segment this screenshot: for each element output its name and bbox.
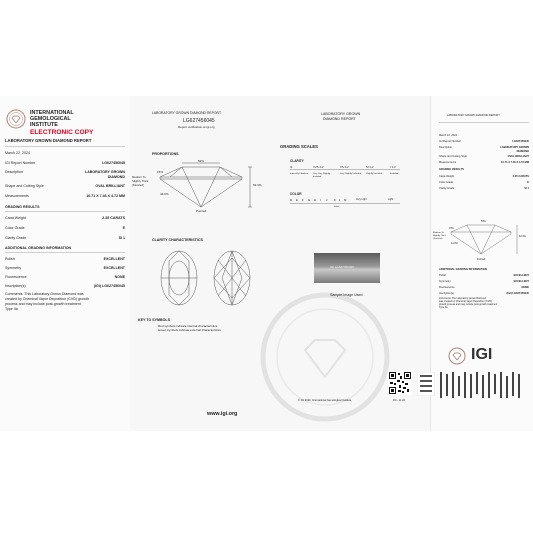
panel4-date: March 22, 2024 [439,134,458,137]
p4-comments-line3: growth process and may include post-growth treatment [439,303,498,306]
panel3-title-line2: DIAMOND REPORT [323,117,356,121]
color-scale-line [290,203,400,204]
p4-culet: Pointed [477,258,486,261]
lab-name-line1: INTERNATIONAL [30,110,74,116]
report-summary-panel: INTERNATIONAL GEMOLOGICAL INSTITUTE ELECTRONIC COPY LABORATORY GROWN DIAMOND REPORT March 22, 2024 IGI Report Number LG627456045 Description LABORATORY GROWN DIAMOND Shape and Cutting Style OVAL BRILLIANT Measurements 10.71 X 7.46 X 4.72 MM GRADING RESULTS Carat Weight 2.35 CARATS Color Grade E Clarity Grade SI 1 ADDITIONAL GRADING INFORMATION Polish EXCELLENT Symmetry EXCELLENT Fluorescence NONE Inscription(s) (IGI) LG627456045 Comments: This Laboratory Grown Diamond was created by Chemical Vapor Deposition (CVD) growth process and may include post-growth treatment Type IIa [0,96,130,431]
color-desc-very-light: Very Light [356,198,367,201]
p4-girdle-line2: Slightly Thick [433,235,446,237]
p4-pavilion-pct: 44.0% [451,242,458,245]
divider [5,211,125,212]
form-code: FD - 11.20 [393,399,406,402]
verify-text: Report verification at igi.org [178,125,215,129]
p4-grading-title: GRADING RESULTS [439,168,464,171]
p4-girdle-line3: (Faceted) [433,238,443,240]
grading-scales-title: GRADING SCALES [280,144,318,149]
p4-comments-line2: was created by Chemical Vapor Deposition (CVD) [439,300,492,303]
key-line2: Green symbols indicate external characteristics [158,328,221,332]
girdle-line3: (Faceted) [132,183,144,187]
igi-certificate [0,96,533,431]
divider [5,252,125,253]
sample-image-caption: Sample Image Used [330,293,363,297]
key-to-symbols-title: KEY TO SYMBOLS [138,318,171,322]
report-copy-panel: LABORATORY GROWN DIAMOND REPORT March 22, 2024 IGI Report Number LG627456045 Description LABORATORY GROWN DIAMOND Shape and Cutting Style OVAL BRILLIANT Measurements 10.71 X 7.46 X 4.72 MM GRADING RESULTS Carat Weight 2.35 CARATS Color Grade E Clarity Grade SI 1 59% 15% Medium To Slightly Thick (Faceted) 44.0% 63.3% Pointed ADDITIONAL GRADING INFORMATION Polish EXCELLENT Symmetry EXCELLENT Fluorescence NONE Inscription(s) (IGI) LG627456045 Comments: The Laboratory Grown Diamond was created by Chemical Vapor Deposition (CVD) growth process and may include post-growth treatment Type IIa IGI [430,96,533,431]
igi-logo-seal-icon [448,347,466,365]
color-grade-d: D [290,198,293,202]
clarity-scale-label: CLARITY [290,159,304,163]
p4-crown-pct: 15% [449,227,454,230]
sample-girdle-image [314,253,380,283]
clarity-desc-si: Slightly Included [366,173,382,175]
seal-hologram-icon [417,372,435,396]
additional-info-title: ADDITIONAL GRADING INFORMATION [5,246,72,250]
clarity-grade-vs: VS 1-2 [340,165,349,169]
p4-table-pct: 59% [481,220,486,223]
color-grade-l: L [339,198,341,202]
comments-line2: created by Chemical Vapor Deposition (CVD) growth [5,297,89,301]
clarity-desc-i: Included [390,173,399,175]
p4-additional-title: ADDITIONAL GRADING INFORMATION [439,268,487,271]
pavilion-pct: 44.0% [160,192,169,196]
color-grade-h: H [314,198,317,202]
clarity-desc-vs: Very Slightly Included [340,173,361,175]
panel3-title-line1: LABORATORY GROWN [321,112,361,116]
color-scale-label: COLOR [290,192,302,196]
p4-proportions-diagram [443,220,523,260]
p4-depth-pct: 63.3% [519,235,526,238]
p4-comments-line4: Type IIa [439,306,448,309]
clarity-desc-vvs: Very Very Slightly Included [313,173,331,178]
girdle-line2: Slightly Thick [132,179,149,183]
color-desc-faint: Faint [334,206,339,208]
crown-pct: 15% [157,170,164,174]
proportions-title: PROPORTIONS [152,152,179,156]
p4-girdle-line1: Medium To [433,232,444,234]
sample-inscription: IGI LG627456045 [330,265,354,269]
igi-logo-text: IGI [471,346,493,363]
color-grade-k: K [334,198,336,202]
color-grade-g: G [308,198,311,202]
clarity-grade-vvs: VVS 1-2 [313,165,324,169]
report-title: LABORATORY GROWN DIAMOND REPORT [5,138,92,143]
girdle-line1: Medium To [132,175,146,179]
panel4-title: LABORATORY GROWN DIAMOND REPORT [447,114,500,117]
grading-results-title: GRADING RESULTS [5,205,40,209]
color-grade-e: E [296,198,298,202]
p4-comments-line1: Comments: The Laboratory Grown Diamond [439,297,486,300]
divider [439,122,529,123]
clarity-plot-diagram [152,248,262,308]
depth-pct: 63.3% [253,183,262,187]
clarity-grade-i: I 1-3 [390,165,396,169]
key-line1: Red symbols indicate internal characteristics. [158,324,219,328]
panel2-title: LABORATORY GROWN DIAMOND REPORT [152,111,222,115]
clarity-grade-if: IF [290,165,293,169]
color-grade-m: M [344,198,347,202]
comments-line3: process and may include post-growth treatment [5,302,81,306]
vertical-text-stamp-icon [438,372,528,400]
clarity-desc-if: Internally Flawless [290,173,308,175]
electronic-copy-label: ELECTRONIC COPY [30,129,94,136]
clarity-characteristics-title: CLARITY CHARACTERISTICS [152,238,203,242]
color-desc-light: Light [388,198,394,201]
divider [5,146,125,147]
panel2-report-number: LG627456045 [183,118,215,124]
proportions-panel [130,96,280,431]
comments-line1: Comments: This Laboratory Grown Diamond was [5,292,84,296]
report-date: March 22, 2024 [5,151,30,155]
qr-code[interactable] [388,371,412,395]
igi-seal-icon [6,109,26,129]
lab-name-line3: INSTITUTE [30,122,58,128]
clarity-grade-si: SI 1-2 [366,165,374,169]
table-pct: 59% [198,159,205,163]
lab-name-line2: GEMOLOGICAL [30,116,71,122]
copyright: © IGI 2020, International Gemological Institute [298,399,352,402]
website-label: www.igi.org [207,411,238,417]
comments-line4: Type IIa [5,307,18,311]
color-grade-j: J [326,198,328,202]
culet: Pointed [196,209,207,213]
clarity-scale-line [290,169,400,170]
color-grade-i: I [320,198,321,202]
color-grade-f: F [302,198,304,202]
